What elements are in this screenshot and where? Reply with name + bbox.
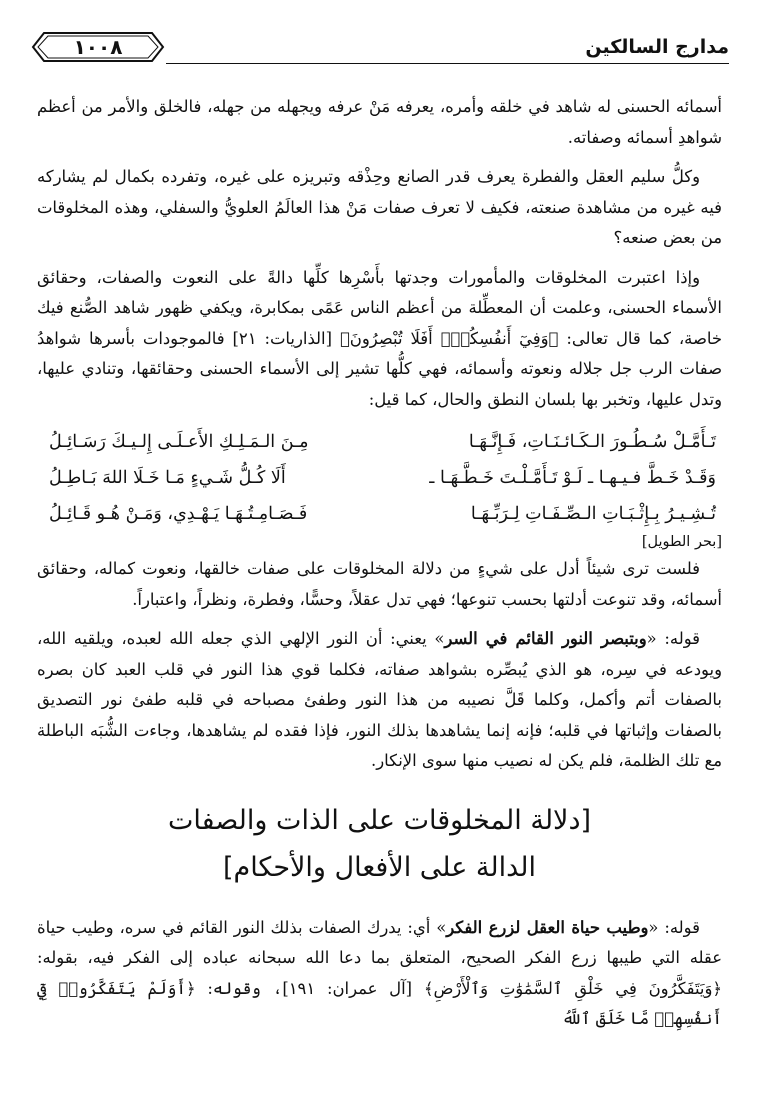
section-heading-line-1: [دلالة المخلوقات على الذات والصفات — [167, 804, 592, 836]
page-body — [37, 92, 722, 1044]
paragraph-1: أسمائه الحسنى له شاهد في خلقه وأمره، يعرفه مَنْ عرفه ويجهله من جهله، فالخلق والأمر من أعظم شواهدِ أسمائه وصفاته. — [37, 97, 722, 147]
section-heading — [37, 797, 722, 891]
paragraph-5 — [37, 624, 722, 777]
page-header — [30, 30, 729, 70]
poem — [37, 424, 722, 550]
quoted-phrase: وبتبصر النور القائم في السر — [444, 629, 647, 648]
poem-verse — [37, 496, 722, 532]
book-title: مدارج السالكين — [585, 36, 729, 58]
poem-meter-label: [بحر الطويل] — [641, 534, 722, 550]
paragraph-4: فلست ترى شيئاً أدل على شيءٍ من دلالة المخلوقات على صفات خالقها، ونعوت كماله، وحقائق أسمائه، وقد تنوعت أدلتها بحسب تنوعها؛ فهي تدل عقلاً، وحسًّا، وفطرة، ونظراً، واعتباراً. — [37, 559, 722, 609]
paragraph-6-text: » أي: يدرك الصفات بذلك النور القائم في سره، وطيب حياة عقله التي طيبها زرع الفكر الصحيح، المتعلق بما دعا الله سبحانه عباده إلى الفكر فيه، بقوله: ﴿وَيَتَفَكَّرُونَ فِي خَلْقِ ٱلسَّمَٰوَٰتِ وَٱلْأَرْضِ﴾ [آل عمران: ١٩١]، وقوله: ﴿أَوَلَمْ يَتَفَكَّرُوا۟ فِيٓ أَنفُسِهِمۗ مَّا خَلَقَ ٱللَّهُ — [37, 917, 722, 1028]
paragraph-2: وكلُّ سليم العقل والفطرة يعرف قدر الصانع وحِذْقه وتبريزه على غيره، وتفرده بكمال لم يشاركه فيه غيره من مشاهدة صنعته، فكيف لا تعرف صفات مَنْ هذا العالَمُ العلويُّ والسفلي، وهذه المخلوقات من بعض صنعه؟ — [37, 167, 722, 247]
quote-intro: قوله: « — [646, 629, 700, 648]
verse-first-hemistich: تَـأَمَّـلْ سُـطُـورَ الـكَـائـنَـاتِ، فَـإِنَّـهَـا — [468, 432, 716, 452]
quote-intro: قوله: « — [648, 917, 700, 937]
section-heading-line-2: الدالة على الأفعال والأحكام] — [222, 851, 537, 883]
verse-second-hemistich: أَلَا كُـلُّ شَـيءٍ مَـا خَـلَا اللهَ بَـاطِـلُ — [49, 468, 286, 488]
poem-verse — [37, 460, 722, 496]
verse-first-hemistich: تُـشِـيـرُ بِـإِثْـبَـاتِ الـصِّـفَـاتِ لِـرَبِّـهَـا — [470, 504, 716, 524]
verse-first-hemistich: وَقَـدْ خَـطَّ فـيـهـا ـ لَـوْ تَـأَمَّـلْـتَ خَـطَّـهَـا ـ — [429, 468, 716, 488]
header-rule — [166, 63, 729, 64]
verse-second-hemistich: مِـنَ الـمَـلِـكِ الأَعـلَـى إِلـيـكَ رَسَـائِـلُ — [49, 432, 309, 452]
paragraph-5-text: » يعني: أن النور الإلهي الذي جعله الله لعبده، ويلقيه الله، ويودعه في سِره، هو الذي يُبصِّره بشواهد صفاته، فكلما قوي هذا النور في قلب العبد كان بصره بالصفات أتم وأكمل، وكلما قَلَّ نصيبه من هذا النور وطفئ مصباحه في قلبه طفئ نور التصديق بالصفات وإثباتها في قلبه؛ فإنه إنما يشاهدها بذلك النور، فإذا فقده لم يشاهدها، وجاءت الشُّبَه الباطلة مع تلك الظلمة، فلم يكن له نصيب منها سوى الإنكار. — [37, 629, 722, 770]
paragraph-3: وإذا اعتبرت المخلوقات والمأمورات وجدتها بأَسْرِها كلِّها دالةً على النعوت والصفات، وحقائق الأسماء الحسنى، وعلمت أن المعطِّلة من أعظم الناس عَمًى بمكابرة، ويكفي ظهور شاهد الصُّنع فيك خاصة، كما قال تعالى: ﴿وَفِيٓ أَنفُسِكُمْۚ أَفَلَا تُبْصِرُونَ﴾ [الذاريات: ٢١] فالموجودات بأسرها شواهدُ صفات الرب جل جلاله ونعوته وأسمائه، فهي كلُّها تشير إلى الأسماء الحسنى وحقائقها، وتنادي عليها، وتدل عليها، وتخبر بها بلسان النطق والحال، كما قيل: — [37, 267, 723, 409]
page-number-frame — [30, 30, 166, 64]
quoted-phrase: وطيب حياة العقل لزرع الفكر — [446, 917, 649, 937]
poem-verse — [37, 424, 722, 460]
page-number: ١٠٠٨ — [73, 35, 123, 59]
paragraph-6 — [37, 913, 722, 1035]
verse-second-hemistich: فَـصَـامِـتُـهَـا يَـهْـدِي، وَمَـنْ هُـو قَـائِـلُ — [49, 504, 308, 524]
